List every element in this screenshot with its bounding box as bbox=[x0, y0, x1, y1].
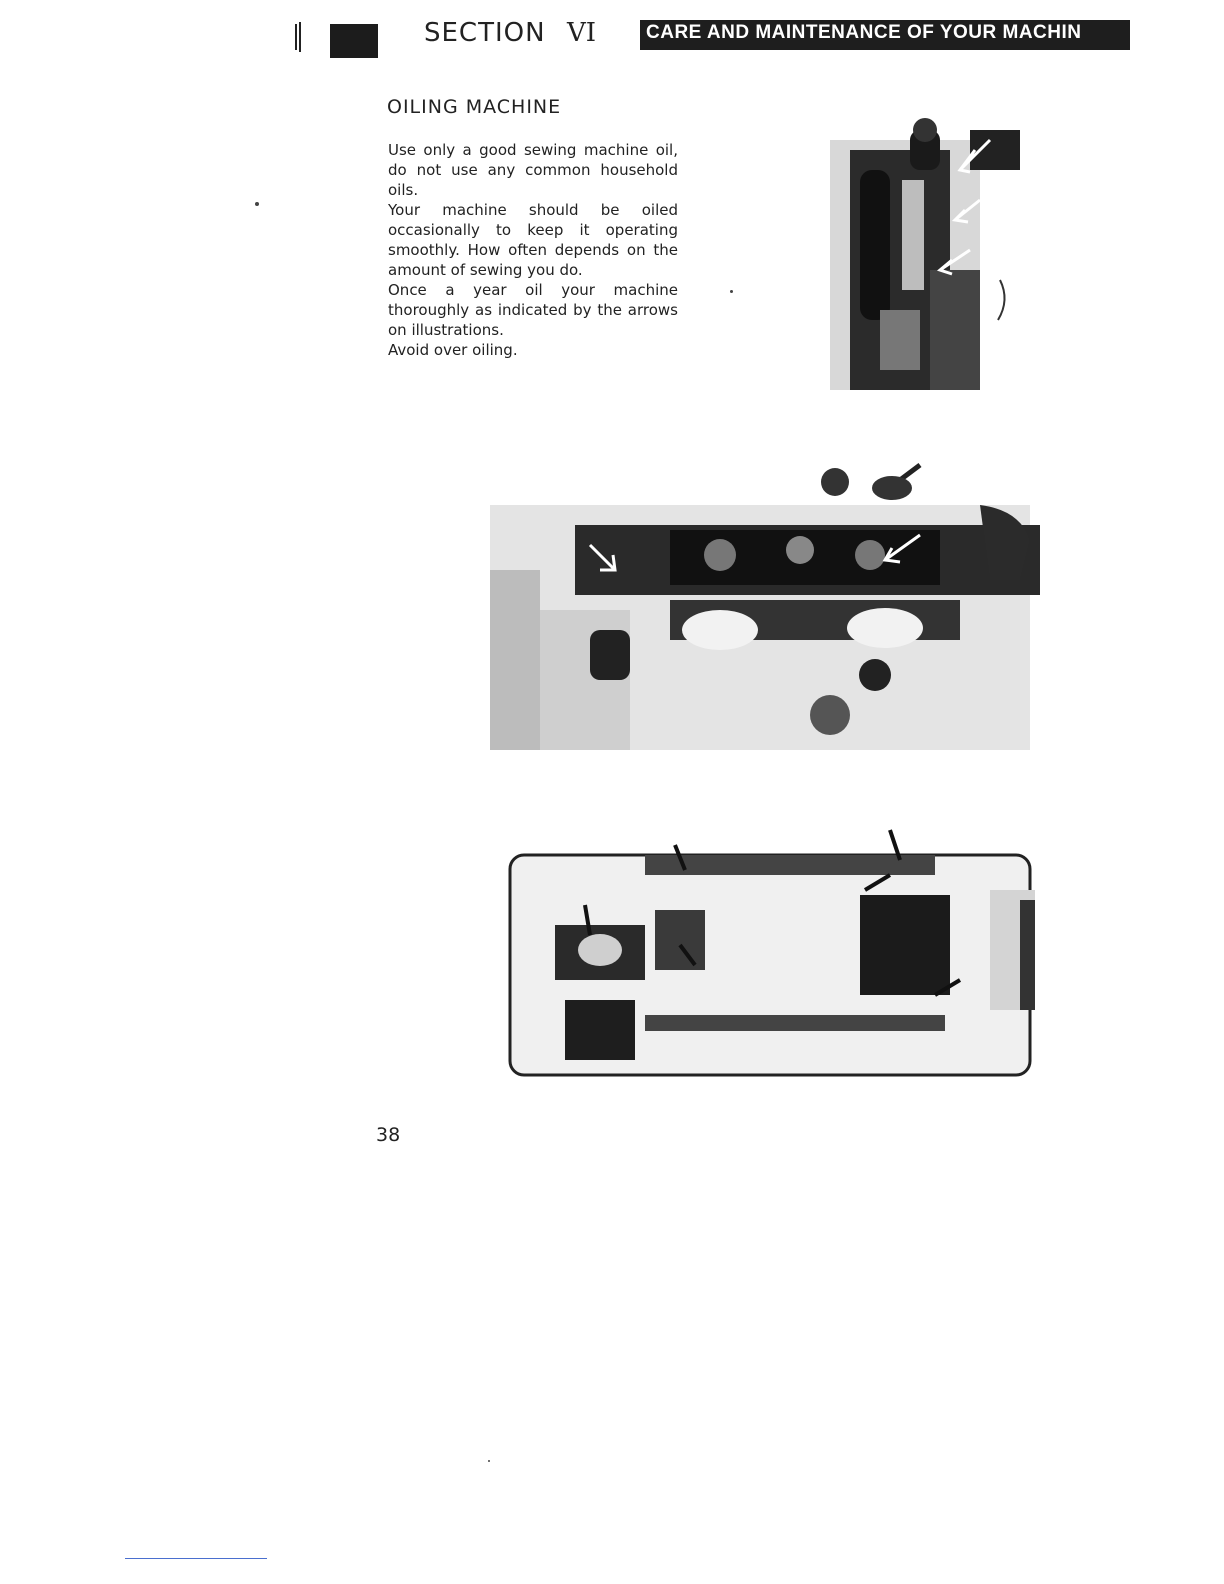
scan-speck bbox=[255, 202, 259, 206]
footer-rule bbox=[125, 1558, 267, 1559]
page-number: 38 bbox=[376, 1124, 401, 1146]
paragraph: Use only a good sewing machine oil, do not use any common household oils. bbox=[388, 141, 678, 199]
section-tab-block bbox=[330, 24, 378, 58]
paragraph: Avoid over oiling. bbox=[388, 341, 518, 359]
underside-oiling-figure bbox=[505, 825, 1040, 1085]
section-label: SECTION bbox=[424, 18, 546, 48]
paragraph: Once a year oil your machine thoroughly as indicated by the arrows on illustrations. bbox=[388, 281, 678, 339]
banner-title: CARE AND MAINTENANCE OF YOUR MACHIN bbox=[646, 22, 1082, 43]
top-cover-open-oiling-figure bbox=[480, 460, 1040, 755]
scan-speck bbox=[730, 290, 733, 293]
page-heading: OILING MACHINE bbox=[387, 96, 562, 118]
scan-speck bbox=[488, 1460, 490, 1462]
section-banner bbox=[640, 20, 1130, 50]
paragraph: Your machine should be oiled occasionally to keep it operating smoothly. How often depends on the amount of sewing you do. bbox=[388, 201, 678, 279]
instruction-text bbox=[388, 140, 678, 360]
section-number: VI bbox=[567, 18, 597, 48]
tab-marks bbox=[294, 22, 304, 52]
needle-bar-area-oiling-figure bbox=[820, 110, 1030, 400]
